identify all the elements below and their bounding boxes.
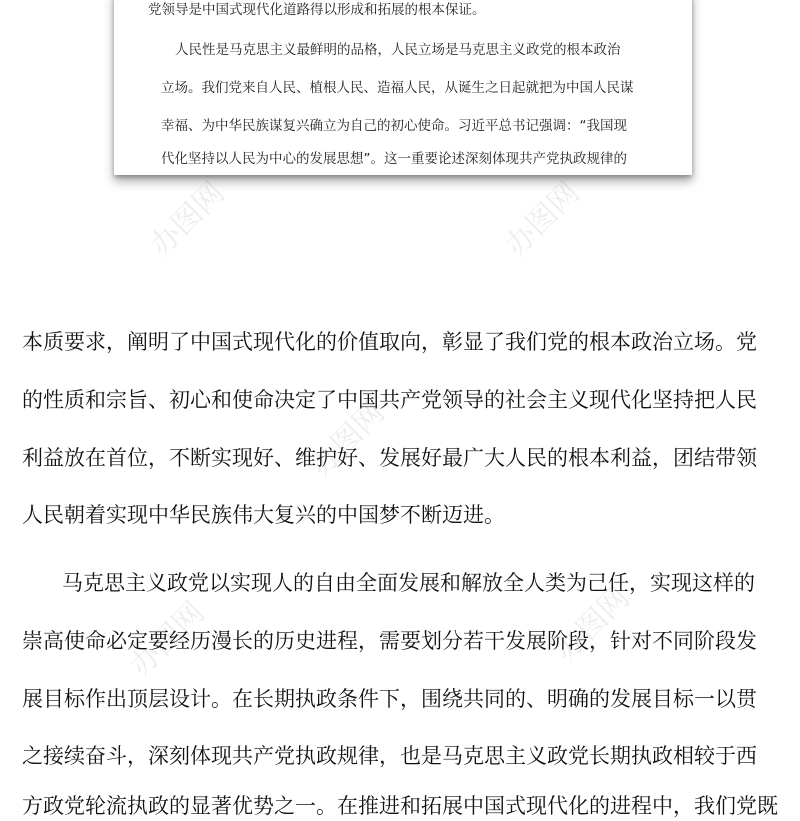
preview-line: 党领导是中国式现代化道路得以形成和拓展的根本保证。: [148, 2, 486, 18]
watermark: 办图网: [498, 175, 587, 264]
article-line: 的性质和宗旨、初心和使命决定了中国共产党领导的社会主义现代化坚持把人民: [22, 388, 757, 412]
article-line: 利益放在首位，不断实现好、维护好、发展好最广大人民的根本利益，团结带领: [22, 446, 757, 470]
document-preview-card: [114, 0, 692, 175]
preview-line: 代化坚持以人民为中心的发展思想”。这一重要论述深刻体现共产党执政规律的: [161, 151, 627, 167]
watermark: 办图网: [303, 395, 392, 484]
watermark: 办图网: [123, 595, 212, 684]
article-line: 之接续奋斗，深刻体现共产党执政规律，也是马克思主义政党长期执政相较于西: [22, 744, 757, 768]
preview-line: 立场。我们党来自人民、植根人民、造福人民，从诞生之日起就把为中国人民谋: [161, 80, 634, 96]
article-line: 方政党轮流执政的显著优势之一。在推进和拓展中国式现代化的进程中，我们党既: [22, 794, 778, 818]
preview-line: 幸福、为中华民族谋复兴确立为自己的初心使命。习近平总书记强调：“我国现: [161, 118, 627, 134]
article-line: 马克思主义政党以实现人的自由全面发展和解放全人类为己任，实现这样的: [62, 571, 755, 595]
article-line: 展目标作出顶层设计。在长期执政条件下，围绕共同的、明确的发展目标一以贯: [22, 687, 757, 711]
watermark: 办图网: [548, 580, 637, 669]
preview-line: 人民性是马克思主义最鲜明的品格，人民立场是马克思主义政党的根本政治: [175, 42, 621, 58]
watermark: 办图网: [143, 175, 232, 264]
article-line: 本质要求，阐明了中国式现代化的价值取向，彰显了我们党的根本政治立场。党: [22, 330, 757, 354]
article-line: 崇高使命必定要经历漫长的历史进程，需要划分若干发展阶段，针对不同阶段发: [22, 629, 757, 653]
article-line: 人民朝着实现中华民族伟大复兴的中国梦不断迈进。: [22, 503, 505, 527]
